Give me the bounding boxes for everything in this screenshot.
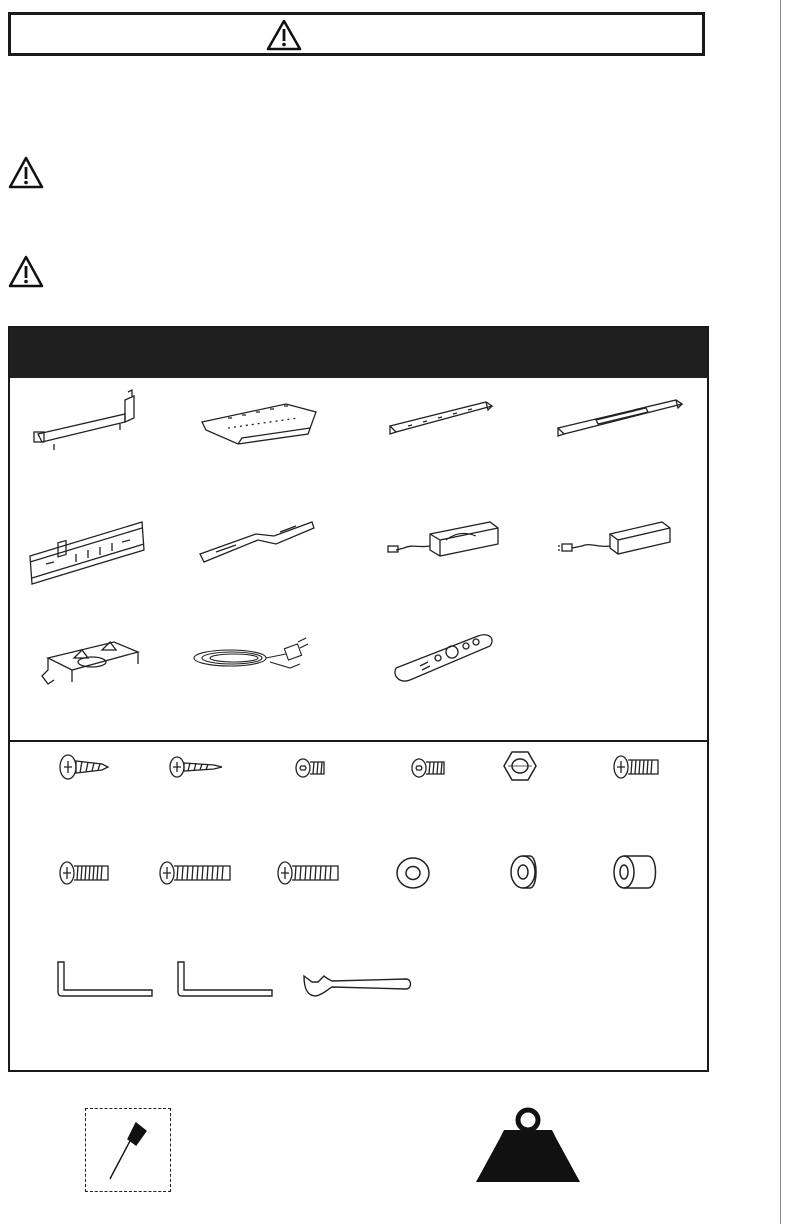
machine-screw-long-icon [158, 858, 234, 888]
warning-triangle-icon [266, 19, 302, 51]
wood-screw-large-icon [58, 752, 110, 782]
allen-key-small-icon [176, 958, 276, 1000]
wall-plate-icon [26, 514, 150, 588]
wood-screw-small-icon [168, 754, 224, 780]
warning-triangle-icon [8, 156, 44, 190]
weight-icon [476, 1104, 580, 1184]
hex-nut-icon [502, 748, 538, 784]
angled-arm-icon [196, 518, 320, 568]
short-rail-icon [388, 394, 498, 440]
allen-key-large-icon [56, 958, 156, 1000]
parts-list-header [10, 328, 707, 378]
machine-screw-medium-icon [58, 858, 112, 888]
section-divider [10, 740, 707, 742]
remote-control-icon [392, 628, 502, 684]
flat-washer-icon [394, 854, 432, 892]
machine-screw-short-icon [612, 752, 662, 782]
spacer-short-icon [508, 852, 538, 892]
long-rail-icon [556, 394, 686, 440]
open-end-wrench-icon [302, 970, 414, 1000]
warning-triangle-icon [8, 255, 44, 289]
power-cord-icon [190, 632, 320, 682]
hex-socket-bolt-icon [410, 756, 450, 780]
tools-required-box [85, 1108, 171, 1192]
clamp-bracket-icon [38, 628, 142, 694]
lift-arm-bracket-icon [30, 386, 150, 456]
motor-control-box-icon [386, 514, 506, 570]
spacer-tall-icon [612, 852, 660, 892]
screwdriver-icon [108, 1119, 150, 1181]
page-trim-line [780, 0, 781, 1224]
hex-socket-bolt-short-icon [294, 756, 330, 780]
machine-screw-long-2-icon [276, 858, 342, 888]
power-adapter-icon [558, 514, 678, 570]
warning-banner [8, 12, 705, 56]
parts-list [8, 326, 709, 1072]
shelf-plate-icon [198, 394, 328, 450]
